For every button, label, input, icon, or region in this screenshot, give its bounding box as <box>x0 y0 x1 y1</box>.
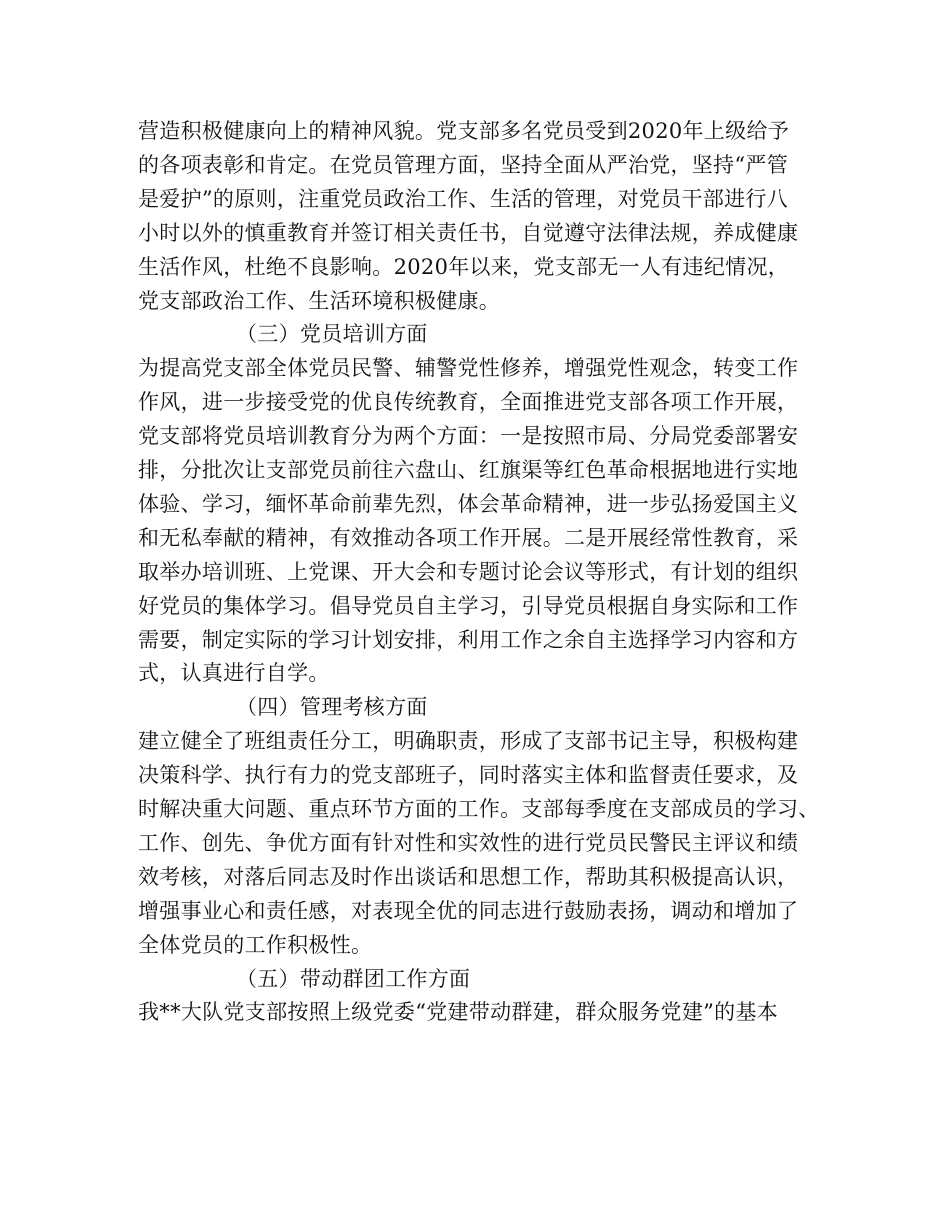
paragraph-line: 为提高党支部全体党员民警、辅警党性修养，增强党性观念，转变工作 <box>138 356 799 381</box>
section-heading: （五）带动群团工作方面 <box>236 966 471 991</box>
paragraph-line: 党支部政治工作、生活环境积极健康。 <box>138 288 501 313</box>
paragraph-line: 作风，进一步接受党的优良传统教育，全面推进党支部各项工作开展， <box>138 390 799 415</box>
paragraph-line: 排，分批次让支部党员前往六盘山、红旗渠等红色革命根据地进行实地 <box>138 458 799 482</box>
section-heading: （四）管理考核方面 <box>236 695 428 720</box>
paragraph-line: 的各项表彰和肯定。在党员管理方面，坚持全面从严治党，坚持“严管 <box>138 152 789 177</box>
paragraph-line: 建立健全了班组责任分工，明确职责，形成了支部书记主导，积极构建 <box>138 729 799 754</box>
paragraph-line: 生活作风，杜绝不良影响。2020年以来，党支部无一人有违纪情况， <box>138 254 790 279</box>
paragraph-line: 小时以外的慎重教育并签订相关责任书，自觉遵守法律法规，养成健康 <box>138 220 799 245</box>
paragraph-line: 工作、创先、争优方面有针对性和实效性的进行党员民警民主评议和绩 <box>138 830 799 855</box>
paragraph-line: 营造积极健康向上的精神风貌。党支部多名党员受到2020年上级给予 <box>138 119 790 143</box>
paragraph-line: 好党员的集体学习。倡导党员自主学习，引导党员根据自身实际和工作 <box>138 593 799 618</box>
paragraph-line: 取举办培训班、上党课、开大会和专题讨论会议等形式，有计划的组织 <box>138 559 799 584</box>
paragraph-line: 党支部将党员培训教育分为两个方面：一是按照市局、分局党委部署安 <box>138 424 799 449</box>
paragraph-line: 和无私奉献的精神，有效推动各项工作开展。二是开展经常性教育，采 <box>138 525 799 550</box>
paragraph-line: 决策科学、执行有力的党支部班子，同时落实主体和监督责任要求，及 <box>138 763 799 788</box>
paragraph-line: 增强事业心和责任感，对表现全优的同志进行鼓励表扬，调动和增加了 <box>138 898 799 923</box>
paragraph-line: 我**大队党支部按照上级党委“党建带动群建，群众服务党建”的基本 <box>138 1000 779 1025</box>
paragraph-line: 式，认真进行自学。 <box>138 661 330 686</box>
paragraph-line: 是爱护”的原则，注重党员政治工作、生活的管理，对党员干部进行八 <box>138 186 789 211</box>
paragraph-line: 全体党员的工作积极性。 <box>138 932 373 957</box>
paragraph-line: 体验、学习，缅怀革命前辈先烈，体会革命精神，进一步弘扬爱国主义 <box>138 491 799 516</box>
paragraph-line: 需要，制定实际的学习计划安排，利用工作之余自主选择学习内容和方 <box>138 627 799 652</box>
document-body <box>138 116 828 1031</box>
paragraph-line: 效考核，对落后同志及时作出谈话和思想工作，帮助其积极提高认识， <box>138 864 799 889</box>
section-heading: （三）党员培训方面 <box>236 322 428 347</box>
paragraph-line: 时解决重大问题、重点环节方面的工作。支部每季度在支部成员的学习、 <box>138 797 820 821</box>
